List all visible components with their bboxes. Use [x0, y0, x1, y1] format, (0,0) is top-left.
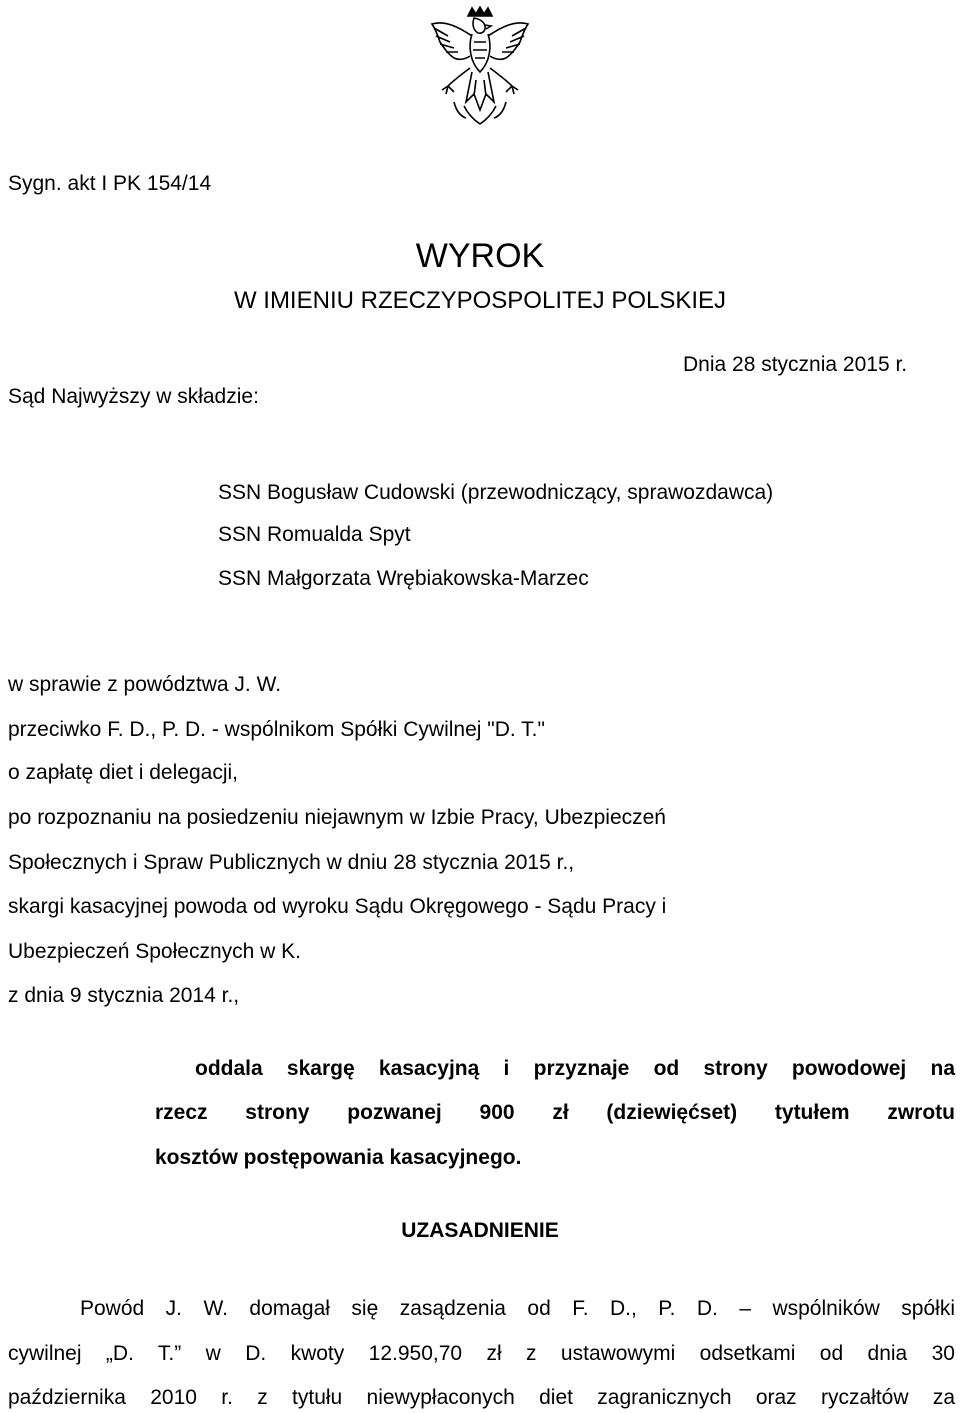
- case-line: przeciwko F. D., P. D. - wspólnikom Spółki Cywilnej "D. T.": [8, 718, 545, 741]
- document-title: WYROK: [415, 237, 545, 275]
- ruling-line: rzecz strony pozwanej 900 zł (dziewięćset) tytułem zwrotu: [155, 1101, 955, 1124]
- polish-eagle-emblem-icon: [428, 6, 532, 128]
- emblem: [428, 6, 532, 128]
- case-line: skargi kasacyjnej powoda od wyroku Sądu Okręgowego - Sądu Pracy i: [8, 895, 667, 918]
- case-line: Ubezpieczeń Społecznych w K.: [8, 940, 301, 963]
- case-line: o zapłatę diet i delegacji,: [8, 761, 238, 784]
- document-subtitle: W IMIENIU RZECZYPOSPOLITEJ POLSKIEJ: [233, 287, 727, 314]
- case-signature: Sygn. akt I PK 154/14: [8, 172, 212, 195]
- judge-member: SSN Małgorzata Wrębiakowska-Marzec: [218, 567, 589, 590]
- justification-line: cywilnej „D. T.” w D. kwoty 12.950,70 zł z ustawowymi odsetkami od dnia 30: [8, 1342, 955, 1365]
- case-line: w sprawie z powództwa J. W.: [8, 673, 282, 696]
- ruling-line: oddala skargę kasacyjną i przyznaje od strony powodowej na: [195, 1057, 955, 1080]
- justification-line: Powód J. W. domagał się zasądzenia od F. D., P. D. – wspólników spółki: [80, 1297, 955, 1320]
- judgment-date: Dnia 28 stycznia 2015 r.: [683, 353, 908, 376]
- case-line: po rozpoznaniu na posiedzeniu niejawnym w Izbie Pracy, Ubezpieczeń: [8, 806, 666, 829]
- justification-line: października 2010 r. z tytułu niewypłaconych diet zagranicznych oraz ryczałtów za: [8, 1386, 955, 1409]
- case-line: z dnia 9 stycznia 2014 r.,: [8, 984, 240, 1007]
- ruling-line: kosztów postępowania kasacyjnego.: [155, 1146, 522, 1169]
- judge-member: SSN Romualda Spyt: [218, 523, 411, 546]
- court-composition-label: Sąd Najwyższy w składzie:: [8, 385, 259, 408]
- justification-heading: UZASADNIENIE: [401, 1219, 559, 1242]
- judge-presiding: SSN Bogusław Cudowski (przewodniczący, sprawozdawca): [218, 481, 774, 504]
- case-line: Społecznych i Spraw Publicznych w dniu 28 stycznia 2015 r.,: [8, 851, 575, 874]
